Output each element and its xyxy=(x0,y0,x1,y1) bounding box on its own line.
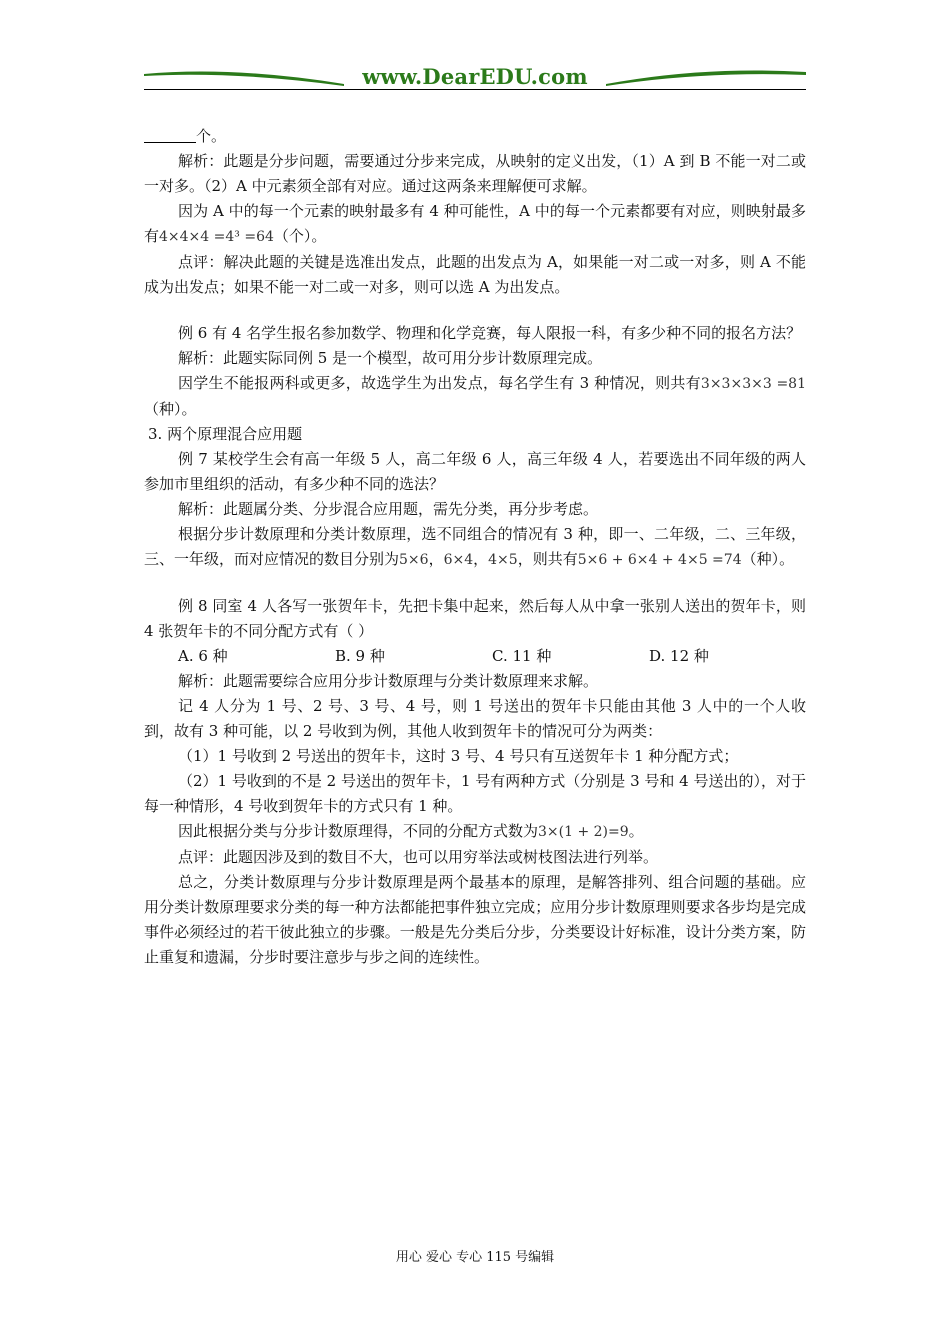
formula: 3×3×3×3 =81 xyxy=(700,376,806,392)
example-8: 例 8 同室 4 人各写一张贺年卡，先把卡集中起来，然后每人从中拿一张别人送出的贺年卡，则 4 张贺年卡的不同分配方式有（ ） xyxy=(144,597,806,640)
analysis-paragraph: 解析：此题是分步问题，需要通过分步来完成，从映射的定义出发，（1）A 到 B 不能一对二或一对多。（2）A 中元素须全部有对应。通过这两条来理解便可求解。 xyxy=(144,152,806,195)
example-8-comment: 点评：此题因涉及到的数目不大，也可以用穷举法或树枝图法进行列举。 xyxy=(178,848,659,866)
option-d: D. 12 种 xyxy=(649,647,709,665)
example-8-case-2: （2）1 号收到的不是 2 号送出的贺年卡，1 号有两种方式（分别是 3 号和 4 号送出的），对于每一种情形，4 号收到贺年卡的方式只有 1 种。 xyxy=(144,772,806,815)
example-6-reasoning: 因学生不能报两科或更多，故选学生为出发点，每名学生有 3 种情况，则共有3×3×3×3 =81（种）。 xyxy=(144,374,806,418)
comment-paragraph: 点评：解决此题的关键是选准出发点，此题的出发点为 A，如果能一对二或一对多，则 A 不能成为出发点；如果不能一对二或一对多，则可以选 A 为出发点。 xyxy=(144,253,806,296)
page-footer: 用心 爱心 专心 115 号编辑 xyxy=(395,1250,555,1265)
example-8-case-1: （1）1 号收到 2 号送出的贺年卡，这时 3 号、4 号只有互送贺年卡 1 种分配方式； xyxy=(178,747,739,765)
formula: 3×(1 + 2)=9 xyxy=(538,824,629,840)
site-logo-text: www.DearEDU.com xyxy=(362,64,588,89)
page-header xyxy=(144,62,806,92)
formula: 6×4 xyxy=(443,552,474,568)
header-rule xyxy=(144,89,806,90)
example-8-setup: 记 4 人分为 1 号、2 号、3 号、4 号，则 1 号送出的贺年卡只能由其他 3 人中的一个人收到，故有 3 种可能，以 2 号收到为例，其他人收到贺年卡的情况可分为两类： xyxy=(144,697,806,740)
example-6-analysis: 解析：此题实际同例 5 是一个模型，故可用分步计数原理完成。 xyxy=(178,349,603,367)
example-7: 例 7 某校学生会有高一年级 5 人，高二年级 6 人，高三年级 4 人，若要选出不同年级的两人参加市里组织的活动，有多少种不同的选法？ xyxy=(144,450,806,493)
formula: 5×6 xyxy=(399,552,429,568)
document-body xyxy=(144,124,806,970)
fill-in-blank-line: 个。 xyxy=(144,124,806,149)
option-a: A. 6 种 xyxy=(178,647,228,665)
formula: 5×6 + 6×4 + 4×5 =74 xyxy=(577,552,742,568)
example-8-conclusion: 因此根据分类与分步计数原理得，不同的分配方式数为3×(1 + 2)=9。 xyxy=(178,822,644,840)
option-c: C. 11 种 xyxy=(492,647,552,665)
formula: 4×4×4 =4³ =64 xyxy=(159,229,274,245)
example-8-analysis: 解析：此题需要综合应用分步计数原理与分类计数原理来求解。 xyxy=(178,672,599,690)
example-7-reasoning: 根据分步计数原理和分类计数原理，选不同组合的情况有 3 种，即一、二年级，二、三年级，三、一年级，而对应情况的数目分别为5×6，6×4，4×5，则共有5×6 + 6×4 + 4×5 =74（种）。 xyxy=(144,525,806,568)
section-heading: 3. 两个原理混合应用题 xyxy=(148,425,303,443)
example-7-analysis: 解析：此题属分类、分步混合应用题，需先分类，再分步考虑。 xyxy=(178,500,599,518)
example-6: 例 6 有 4 名学生报名参加数学、物理和化学竞赛，每人限报一科，有多少种不同的报名方法？ xyxy=(178,324,802,342)
answer-blank xyxy=(144,128,196,143)
reasoning-paragraph: 因为 A 中的每一个元素的映射最多有 4 种可能性，A 中的每一个元素都要有对应，则映射最多有4×4×4 =4³ =64（个）。 xyxy=(144,202,806,245)
option-b: B. 9 种 xyxy=(335,647,385,665)
answer-options xyxy=(144,644,806,669)
summary-paragraph: 总之，分类计数原理与分步计数原理是两个最基本的原理，是解答排列、组合问题的基础。应用分类计数原理要求分类的每一种方法都能把事件独立完成；应用分步计数原理则要求各步均是完成事件必须经过的若干彼此独立的步骤。一般是先分类后分步，分类要设计好标准，设计分类方案，防止重复和遗漏，分步时要注意步与步之间的连续性。 xyxy=(144,873,806,966)
formula: 4×5 xyxy=(488,552,518,568)
